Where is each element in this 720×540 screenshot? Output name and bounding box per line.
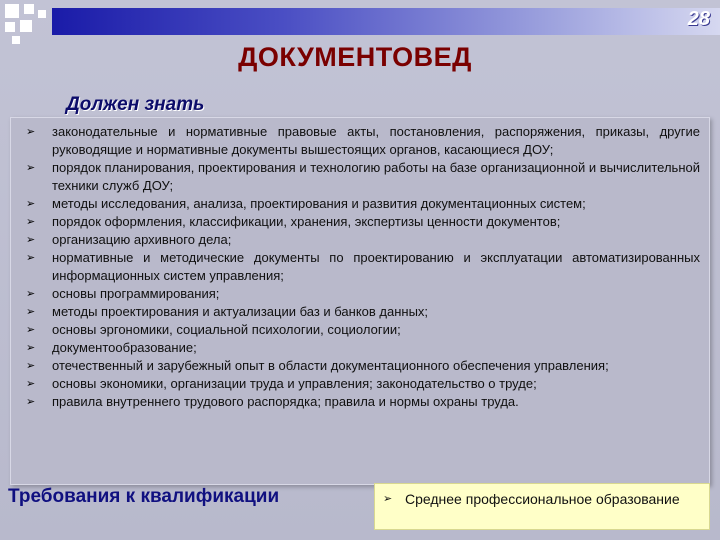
bullet-arrow-icon: ➢ [26,216,36,228]
bullet-arrow-icon: ➢ [383,493,393,505]
list-item-text: документообразование; [52,340,197,355]
qualification-label: Требования к квалификации [8,486,280,507]
qualification-item [383,490,705,509]
bullet-arrow-icon: ➢ [26,162,36,174]
list-item [24,303,700,321]
bullet-arrow-icon: ➢ [26,234,36,246]
bullet-arrow-icon: ➢ [26,198,36,210]
list-item [24,195,700,213]
list-item-text: основы эргономики, социальной психологии, социологии; [52,322,401,337]
list-item-text: основы экономики, организации труда и управления; законодательство о труде; [52,376,537,391]
qualification-box [374,483,710,530]
list-item-text: отечественный и зарубежный опыт в области документационного обеспечения управления; [52,358,609,373]
slide-title: ДОКУМЕНТОВЕД [238,42,472,72]
qualification-text: Среднее профессиональное образование [405,491,680,507]
bullet-arrow-icon: ➢ [26,288,36,300]
list-item [24,393,700,411]
list-item [24,249,700,285]
bullet-arrow-icon: ➢ [26,396,36,408]
list-item-text: методы проектирования и актуализации баз и банков данных; [52,304,429,319]
section-subtitle: Должен знать [66,94,205,115]
list-item [24,213,700,231]
bullet-arrow-icon: ➢ [26,324,36,336]
list-item [24,123,700,159]
bullet-arrow-icon: ➢ [26,306,36,318]
list-item [24,321,700,339]
list-item-text: порядок планирования, проектирования и технологию работы на базе организационной и вычислительной техники служб ДОУ; [52,160,700,193]
list-item [24,357,700,375]
list-item [24,339,700,357]
list-item [24,159,700,195]
list-item [24,231,700,249]
list-item [24,375,700,393]
page-number: 28 [687,8,710,30]
bullet-arrow-icon: ➢ [26,126,36,138]
bullet-arrow-icon: ➢ [26,342,36,354]
list-item-text: основы программирования; [52,286,220,301]
knowledge-list [24,123,700,411]
list-item-text: порядок оформления, классификации, хранения, экспертизы ценности документов; [52,214,561,229]
bullet-arrow-icon: ➢ [26,360,36,372]
header-bar [52,8,720,35]
list-item-text: правила внутреннего трудового распорядка; правила и нормы охраны труда. [52,394,519,409]
bullet-arrow-icon: ➢ [26,252,36,264]
list-item [24,285,700,303]
list-item-text: организацию архивного дела; [52,232,232,247]
bullet-arrow-icon: ➢ [26,378,36,390]
list-item-text: законодательные и нормативные правовые акты, постановления, распоряжения, приказы, другие руководящие и нормативные документы вышестоящих органов, касающиеся ДОУ; [52,124,700,157]
list-item-text: методы исследования, анализа, проектирования и развития документационных систем; [52,196,586,211]
list-item-text: нормативные и методические документы по проектированию и эксплуатации автоматизированных информационных систем управления; [52,250,700,283]
